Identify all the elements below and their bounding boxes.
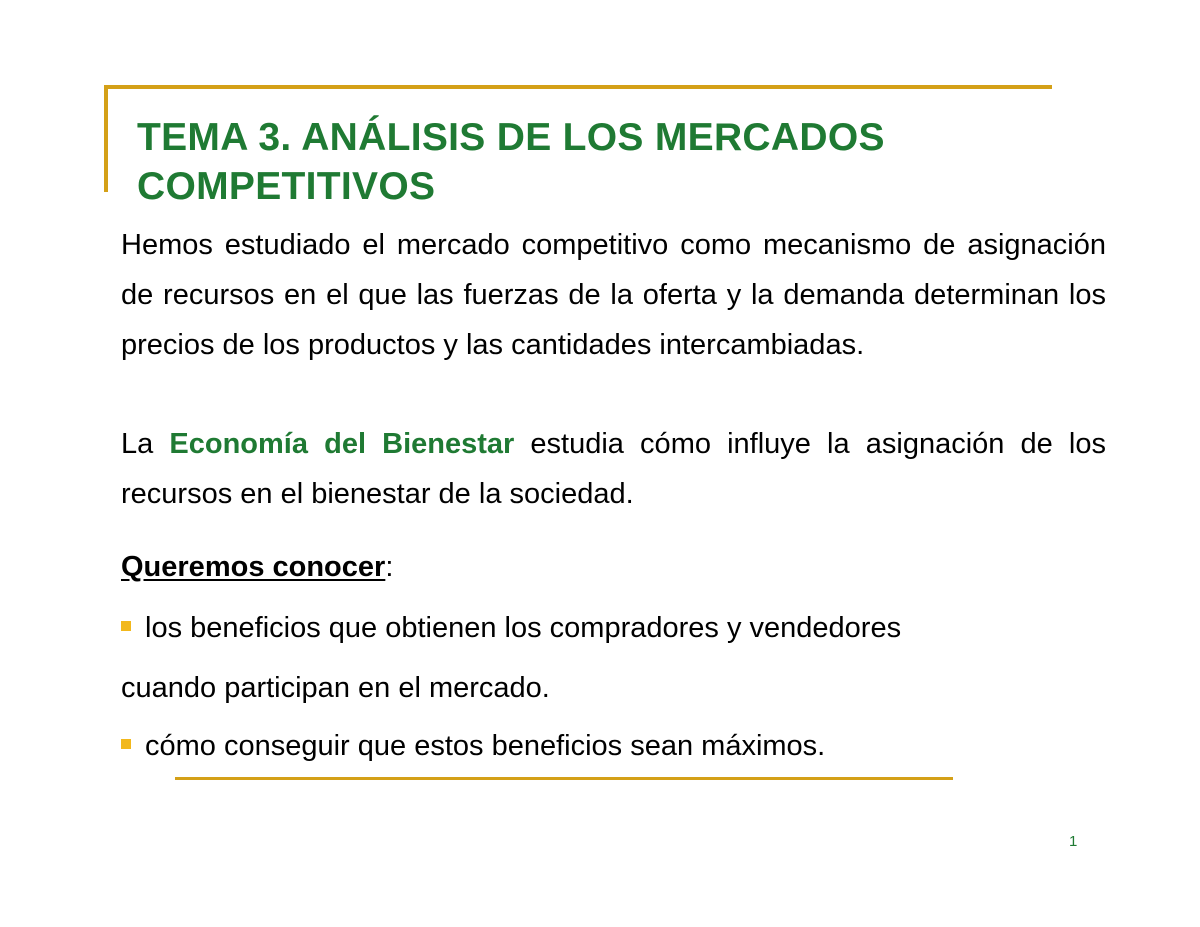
welfare-paragraph-after: estudia cómo influye la asignación de los recursos en el bienestar de la sociedad. <box>121 428 1106 510</box>
welfare-economics-term: Economía del Bienestar <box>169 428 515 460</box>
bullet-item <box>121 726 825 766</box>
welfare-paragraph-before: La <box>121 428 170 460</box>
slide-title <box>137 113 1037 211</box>
bullet-item-text: los beneficios que obtienen los compradores y vendedores <box>145 612 902 644</box>
section-heading <box>121 547 393 587</box>
section-heading-text: Queremos conocer <box>121 551 386 583</box>
slide-title-line1: TEMA 3. ANÁLISIS DE LOS MERCADOS <box>137 116 885 159</box>
welfare-paragraph <box>121 419 1106 519</box>
square-bullet-icon <box>121 621 131 631</box>
page-number: 1 <box>1069 833 1078 850</box>
bullet-item <box>121 608 901 648</box>
frame-top-rule <box>104 85 1052 89</box>
frame-left-rule <box>104 85 108 192</box>
slide-title-line2: COMPETITIVOS <box>137 165 436 208</box>
square-bullet-icon <box>121 739 131 749</box>
section-heading-suffix: : <box>385 551 394 583</box>
bullet-item-text: cómo conseguir que estos beneficios sean máximos. <box>145 730 826 762</box>
bottom-divider <box>175 777 953 780</box>
intro-paragraph: Hemos estudiado el mercado competitivo como mecanismo de asignación de recursos en el que las fuerzas de la oferta y la demanda determinan los precios de los productos y las cantidades intercambiadas. <box>121 229 1106 361</box>
bullet-item-continuation: cuando participan en el mercado. <box>121 672 550 704</box>
